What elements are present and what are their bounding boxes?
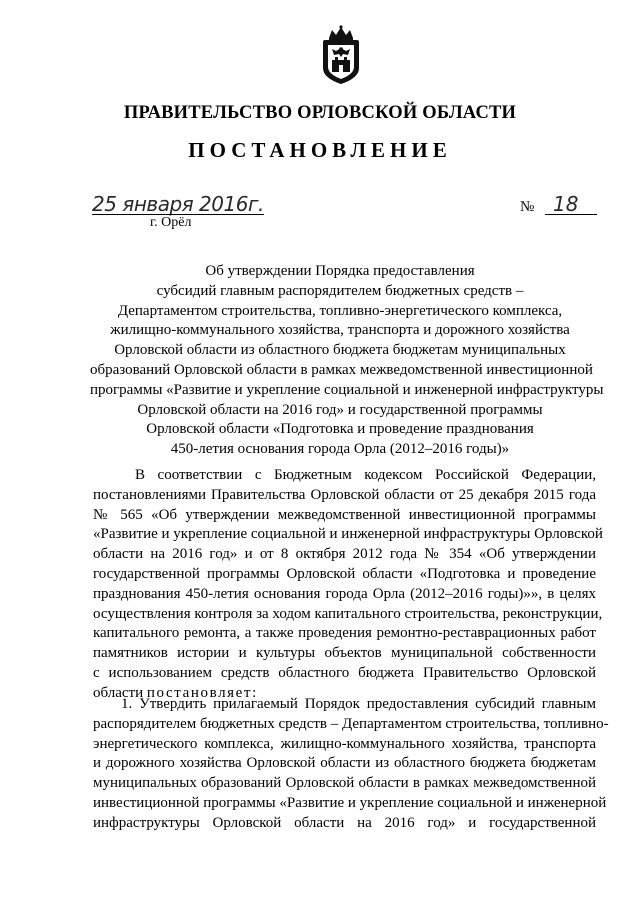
title-line: Орловской области из областного бюджета бюджетам муниципальных [114,342,566,359]
title-line: Орловской области на 2016 год» и государственной программы [137,401,543,418]
paragraph-line: празднования 450-летия основания города Орла (2012–2016 годы)»», в целях [93,585,596,602]
coat-of-arms-emblem [319,24,363,86]
resolves-word: постановляет: [146,684,258,701]
paragraph-line: распорядителем бюджетных средств – Департаментом строительства, топливно- [93,715,609,732]
paragraph-line: памятников истории и культуры объектов муниципальной собственности [93,645,596,662]
title-line: Департаментом строительства, топливно-энергетического комплекса, [117,302,563,319]
paragraph-line: государственной программы Орловской области «Подготовка и проведение [93,565,596,582]
title-line: образований Орловской области в рамках межведомственной инвестиционной [90,361,593,378]
title-line: программы «Развитие и укрепление социальной и инженерной инфраструктуры [90,381,604,398]
resolution-prefix: области [93,684,147,701]
title-line: Об утверждении Порядка предоставления [205,263,475,279]
government-name: ПРАВИТЕЛЬСТВО ОРЛОВСКОЙ ОБЛАСТИ [123,103,517,123]
handwritten-number: 18 [553,192,579,216]
paragraph-line: 1. Утвердить прилагаемый Порядок предоставления субсидий главным [121,696,596,712]
document-title [90,262,604,460]
title-line: Орловской области «Подготовка и проведение празднования [146,421,534,438]
clause-1-paragraph [93,695,609,834]
paragraph-line: капитального ремонта, а также проведения ремонтно-реставрационных работ [93,625,596,642]
title-line: 450-летия основания города Орла (2012–2016 годы)» [170,441,510,458]
number-underline [545,214,597,215]
title-line: субсидий главным распорядителем бюджетных средств – [156,282,524,299]
city: г. Орёл [150,215,192,230]
paragraph-line: «Развитие и укрепление социальной и инженерной инфраструктуры Орловской [93,526,603,543]
number-label: № [520,199,535,215]
paragraph-line: области на 2016 год» и от 8 октября 2012 года № 354 «Об утверждении [93,546,596,563]
paragraph-line: № 565 «Об утверждении межведомственной инвестиционной программы [93,506,596,523]
preamble-paragraph [93,466,603,704]
document-type: ПОСТАНОВЛЕНИЕ [188,138,452,162]
paragraph-line: осуществления контроля за ходом капитального строительства, реконструкции, [93,605,603,622]
paragraph-line: с использованием средств областного бюджета Правительство Орловской [93,664,596,681]
paragraph-line: постановлениями Правительства Орловской области от 25 декабря 2015 года [93,486,596,503]
title-line: жилищно-коммунального хозяйства, транспорта и дорожного хозяйства [110,322,570,339]
handwritten-date: 25 января 2016г. [92,192,264,216]
paragraph-line: В соответствии с Бюджетным кодексом Российской Федерации, [135,467,596,483]
paragraph-line: и дорожного хозяйства Орловской области из областного бюджета бюджетам [93,755,596,772]
paragraph-line: энергетического комплекса, жилищно-коммунального хозяйства, транспорта [93,735,596,752]
paragraph-line: инвестиционной программы «Развитие и укрепление социальной и инженерной [93,794,607,811]
paragraph-line: муниципальных образований Орловской области в рамках межведомственной [93,775,596,792]
paragraph-line: инфраструктуры Орловской области на 2016 год» и государственной [93,814,596,831]
